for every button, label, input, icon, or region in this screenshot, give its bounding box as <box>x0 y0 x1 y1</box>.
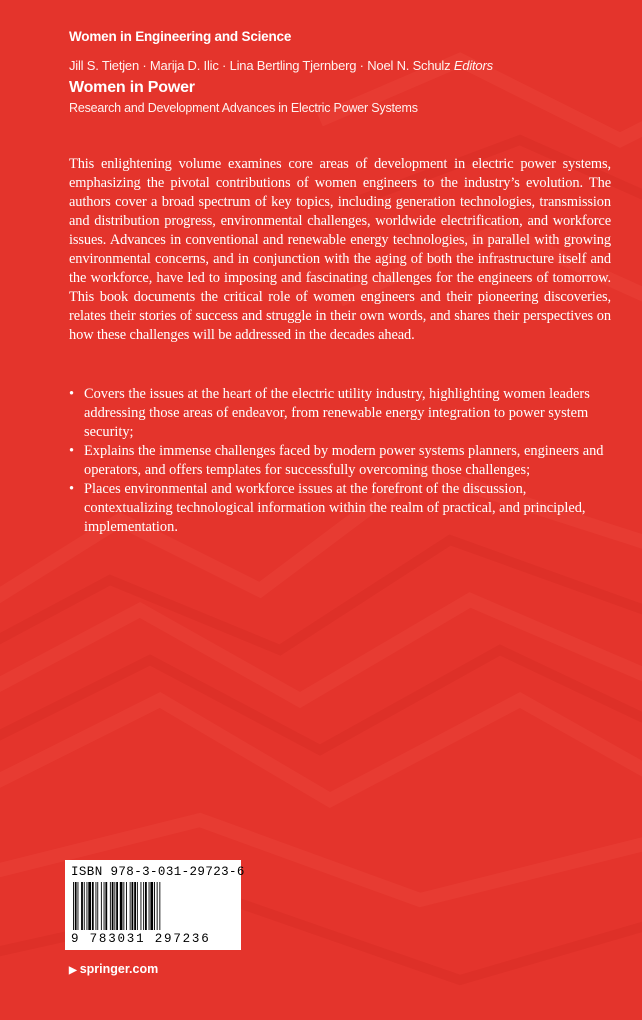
barcode-bar <box>105 882 107 930</box>
bullet-icon: • <box>69 386 75 402</box>
feature-text: Explains the immense challenges faced by modern power systems planners, engineers and operators, and offers templates for successfully overcoming those challenges; <box>84 443 604 478</box>
barcode-bar <box>101 882 102 930</box>
feature-item <box>69 385 615 442</box>
barcode-bar <box>132 882 134 930</box>
publisher-url: springer.com <box>79 962 159 976</box>
barcode-bar <box>81 882 83 930</box>
barcode-bar <box>96 882 97 930</box>
barcode-bar <box>134 882 136 930</box>
barcode-bar <box>73 882 74 930</box>
feature-list <box>69 385 615 537</box>
barcode-digits: 9 783031 297236 <box>71 932 211 946</box>
barcode-bar <box>78 882 79 930</box>
publisher-link[interactable] <box>69 962 158 976</box>
barcode-bar <box>114 882 115 930</box>
barcode-bar <box>154 882 155 930</box>
barcode-bar <box>110 882 111 930</box>
barcode-bar <box>149 882 150 930</box>
barcode-bar <box>137 882 138 930</box>
header <box>69 29 629 115</box>
barcode-bar <box>141 882 142 930</box>
barcode-bars <box>71 882 235 932</box>
barcode-bar <box>126 882 127 930</box>
barcode-bar <box>120 882 123 930</box>
barcode-bar <box>145 882 147 930</box>
barcode-bar <box>159 882 160 930</box>
barcode-bar <box>143 882 144 930</box>
barcode-bar <box>88 882 91 930</box>
feature-item <box>69 442 615 480</box>
feature-text: Covers the issues at the heart of the electric utility industry, highlighting women leaders addressing those areas of endeavor, from renewable energy integration to power system security; <box>84 386 590 440</box>
editors-role: Editors <box>453 58 493 73</box>
isbn-number: ISBN 978-3-031-29723-6 <box>71 865 245 879</box>
barcode-bar <box>130 882 131 930</box>
series-title: Women in Engineering and Science <box>69 29 292 44</box>
barcode <box>65 860 245 950</box>
book-title: Women in Power <box>69 79 195 96</box>
bullet-icon: • <box>69 481 75 497</box>
barcode-bar <box>112 882 114 930</box>
editor-names: Jill S. Tietjen · Marija D. Ilic · Lina Bertling Tjernberg · Noel N. Schulz <box>69 58 451 73</box>
barcode-bar <box>157 882 158 930</box>
book-description: This enlightening volume examines core areas of development in electric power systems, emphasizing the pivotal contributions of women engineers to the industry’s evolution. The authors cover a broad spectrum of key topics, including generation technologies, transmission and distribution progress, environmental challenges, worldwide electrification, and workforce issues. Advances in conventional and renewable energy technologies, in parallel with growing environmental concerns, and in conjunction with the aging of both the infrastructure itself and the workforce, have led to imposing and fascinating challenges for the engineers of tomorrow. This book documents the critical role of women engineers and their pioneering discoveries, relates their stories of success and struggle in their own words, and shares their perspectives on how these challenges will be addressed in the decades ahead. <box>69 156 611 343</box>
barcode-bar <box>75 882 77 930</box>
barcode-bar <box>116 882 118 930</box>
arrow-right-icon: ▶ <box>69 965 77 976</box>
barcode-bar <box>92 882 94 930</box>
bullet-icon: • <box>69 443 75 459</box>
feature-item <box>69 480 615 537</box>
barcode-bar <box>150 882 153 930</box>
barcode-bar <box>104 882 105 930</box>
feature-text: Places environmental and workforce issues at the forefront of the discussion, contextualizing technological information within the realm of practical, and principled, implementation. <box>84 481 586 535</box>
barcode-bar <box>87 882 88 930</box>
barcode-bar <box>84 882 85 930</box>
book-subtitle: Research and Development Advances in Electric Power Systems <box>69 101 418 115</box>
barcode-bar <box>123 882 124 930</box>
editors-line <box>69 58 629 73</box>
barcode-bar <box>97 882 98 930</box>
